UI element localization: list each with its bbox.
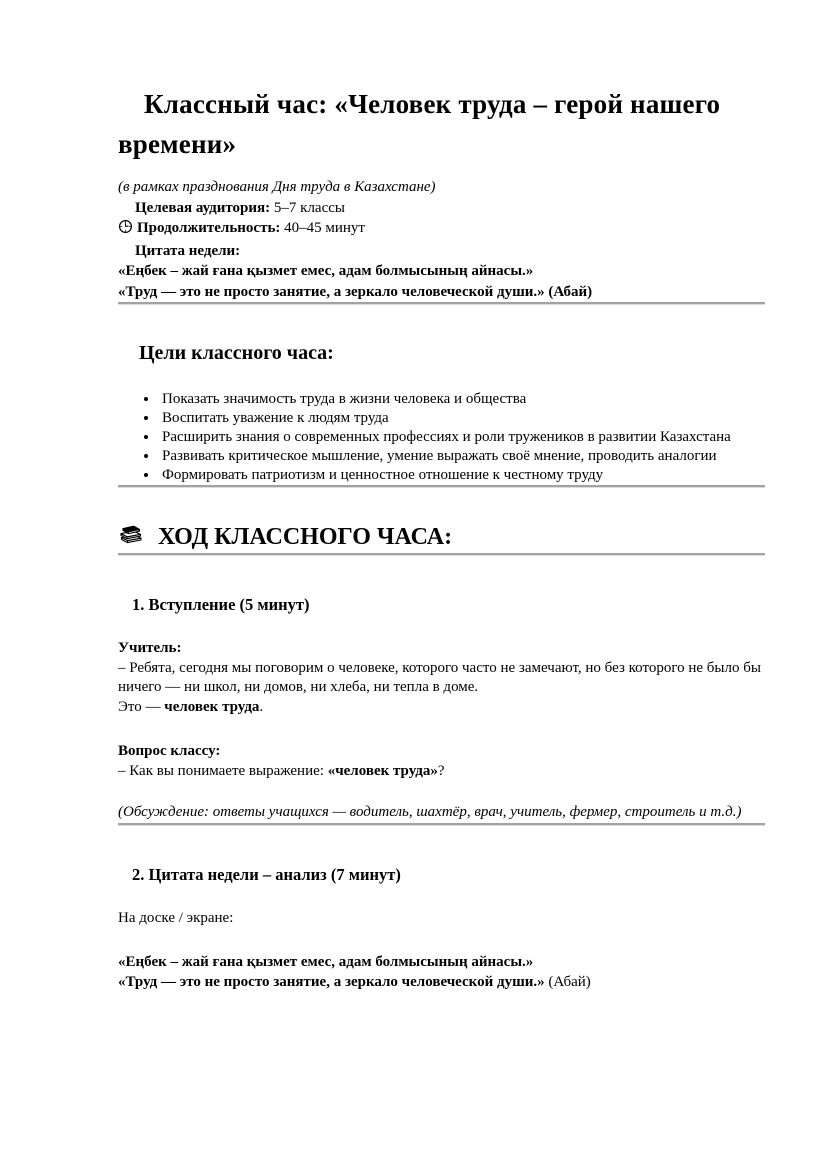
- board-quote-russian-author: (Абай): [544, 974, 591, 990]
- audience-line: [118, 198, 765, 219]
- clock-icon: [118, 219, 133, 241]
- teacher-text2-bold: человек труда: [164, 698, 260, 715]
- divider: [118, 823, 765, 826]
- goals-list: [118, 390, 765, 485]
- course-heading: [118, 521, 765, 553]
- teacher-text2-prefix: Это —: [118, 698, 165, 715]
- goal-item: • Показать значимость труда в жизни человека и общества: [159, 390, 765, 409]
- board-quote-kazakh: «Еңбек – жай ғана қызмет емес, адам болмысының айнасы.»: [118, 954, 534, 970]
- section2-heading: 2. Цитата недели – анализ (7 минут): [132, 864, 401, 884]
- quote-kazakh: «Еңбек – жай ғана қызмет емес, адам болмысының айнасы.»: [118, 263, 534, 279]
- books-icon: [118, 521, 145, 553]
- goal-item: • Формировать патриотизм и ценностное отношение к честному труду: [159, 466, 765, 485]
- teacher-text: – Ребята, сегодня мы поговорим о человеке, которого часто не замечают, но без которого не было бы ничего — ни школ, ни домов, ни хлеба, ни тепла в доме.: [118, 659, 761, 695]
- question-label: Вопрос классу:: [118, 743, 221, 759]
- quote-week-label: Цитата недели:: [135, 242, 241, 259]
- teacher-label: Учитель:: [118, 640, 182, 656]
- teacher-paragraph: [118, 639, 765, 717]
- course-heading-text: ХОД КЛАССНОГО ЧАСА:: [158, 524, 453, 550]
- duration-label: Продолжительность:: [137, 220, 281, 236]
- goal-item: • Развивать критическое мышление, умение выражать своё мнение, проводить аналогии: [159, 447, 765, 466]
- question-paragraph: [118, 742, 765, 781]
- meta-block: [118, 177, 765, 302]
- question-bold: «человек труда»: [327, 762, 438, 779]
- divider: [118, 485, 765, 488]
- goals-heading: Цели классного часа:: [139, 342, 334, 364]
- question-prefix: – Как вы понимаете выражение:: [118, 762, 328, 779]
- duration-line: [118, 218, 765, 241]
- board-quotes: [118, 952, 765, 992]
- goal-item: • Воспитать уважение к людям труда: [159, 409, 765, 428]
- audience-label: Целевая аудитория:: [135, 199, 271, 216]
- quote-russian: «Труд — это не просто занятие, а зеркало человеческой души.» (Абай): [118, 283, 593, 300]
- audience-value: 5–7 классы: [270, 199, 345, 216]
- duration-value: 40–45 минут: [280, 220, 365, 236]
- page-title: Классный час: «Человек труда – герой нашего времени»: [118, 89, 721, 159]
- discussion-note: (Обсуждение: ответы учащихся — водитель, шахтёр, врач, учитель, фермер, строитель и т.д.): [118, 804, 742, 820]
- goal-item: • Расширить знания о современных профессиях и роли тружеников в развитии Казахстана: [159, 428, 765, 447]
- subtitle: (в рамках празднования Дня труда в Казахстане): [118, 179, 436, 195]
- board-quote-russian: «Труд — это не просто занятие, а зеркало человеческой души.»: [118, 974, 545, 990]
- board-label: На доске / экране:: [118, 909, 234, 926]
- question-suffix: ?: [437, 762, 445, 779]
- divider: [118, 302, 765, 305]
- teacher-text2-suffix: .: [259, 698, 264, 715]
- divider: [118, 553, 765, 556]
- section1-heading: 1. Вступление (5 минут): [132, 595, 310, 614]
